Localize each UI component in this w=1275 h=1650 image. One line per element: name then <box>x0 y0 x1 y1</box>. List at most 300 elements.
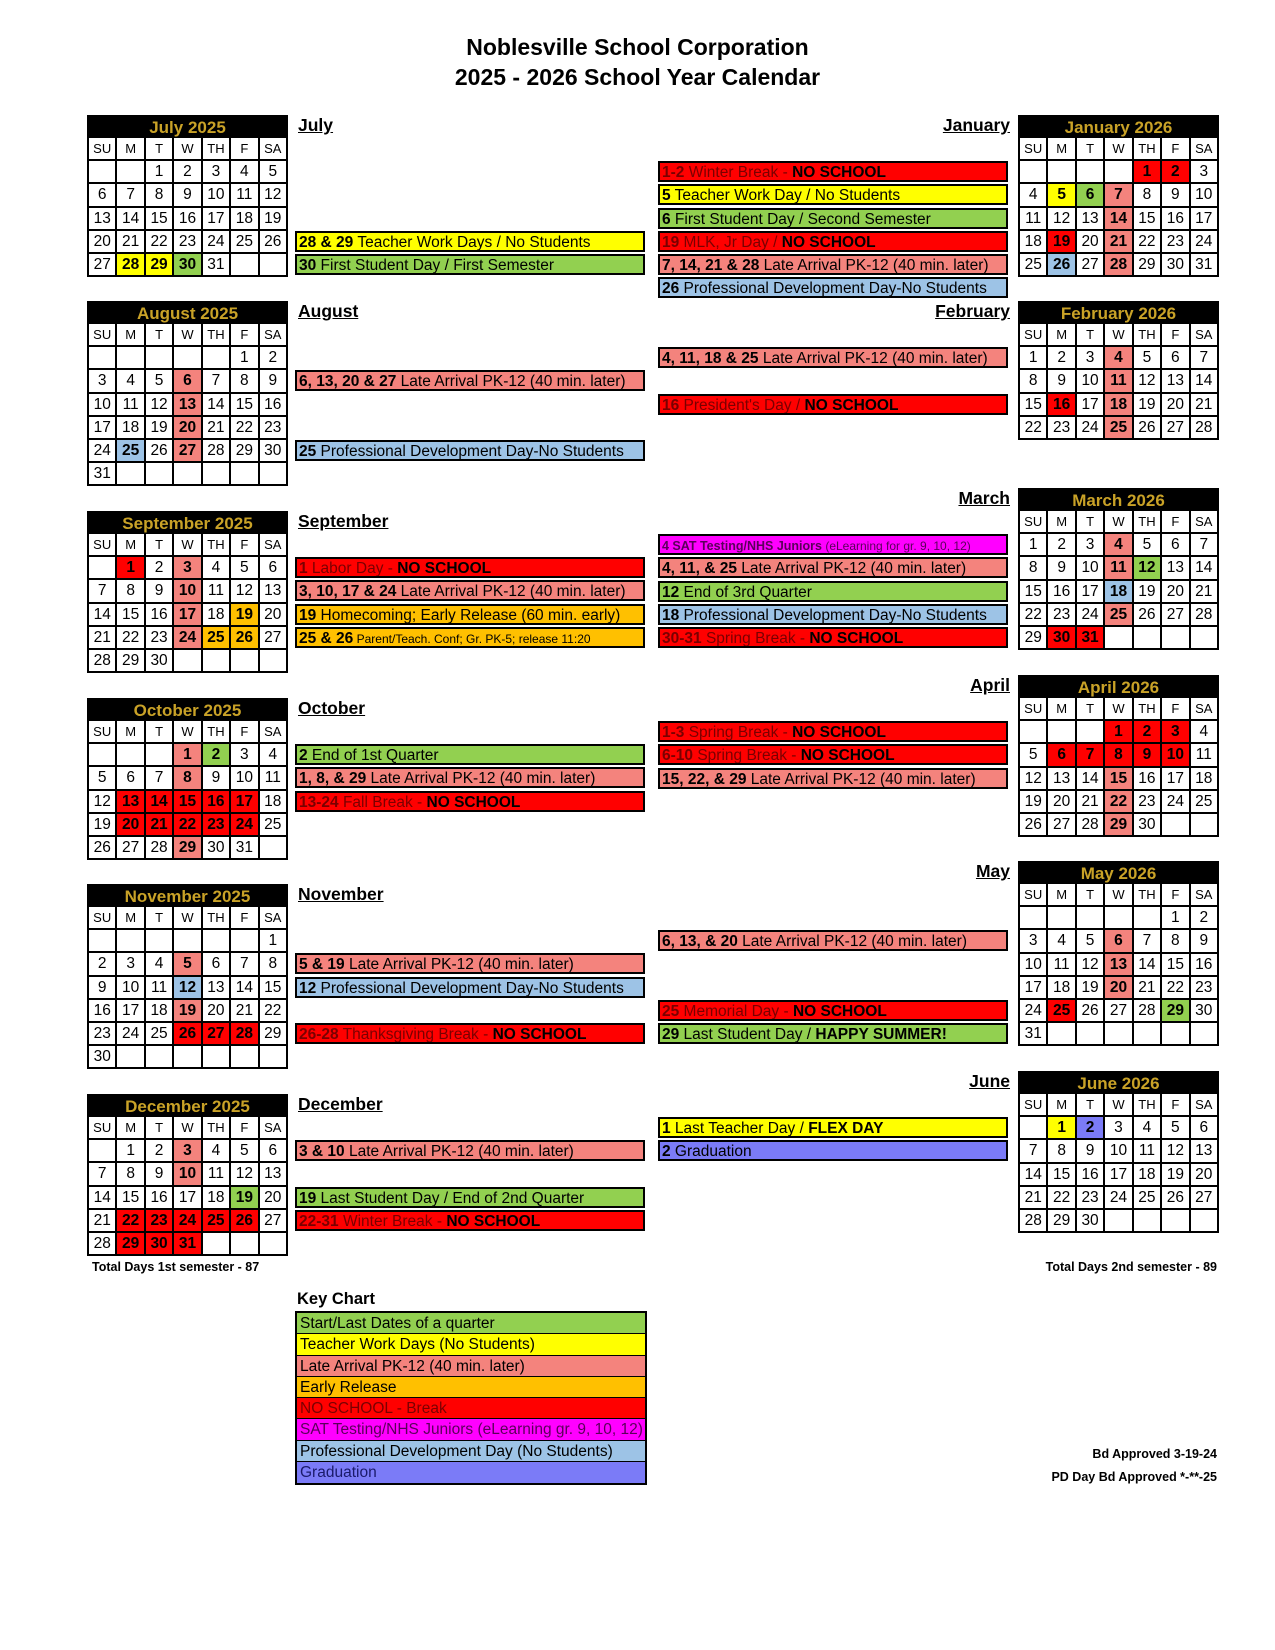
calendar-empty-cell <box>203 1046 229 1067</box>
calendar-day: 21 <box>1191 394 1217 415</box>
weekday-header: W <box>1105 511 1131 532</box>
calendar-day: 13 <box>1105 954 1131 975</box>
calendar-empty-cell <box>260 254 286 275</box>
calendar-empty-cell <box>1191 814 1217 835</box>
calendar-day: 16 <box>146 604 172 625</box>
calendar-aug <box>87 301 288 486</box>
event-description: Last Teacher Day / <box>670 1120 809 1138</box>
weekday-header: F <box>1162 698 1188 719</box>
calendar-day: 16 <box>1134 768 1160 789</box>
board-approved-note: Bd Approved 3-19-24 <box>1092 1447 1217 1461</box>
calendar-day: 9 <box>203 767 229 788</box>
weekday-header: T <box>1077 138 1103 159</box>
calendar-day: 27 <box>1191 1187 1217 1208</box>
calendar-day: 12 <box>260 184 286 205</box>
weekday-header: F <box>231 721 257 742</box>
calendar-empty-cell <box>1134 627 1160 648</box>
calendar-day: 20 <box>260 1187 286 1208</box>
calendar-day: 14 <box>1191 557 1217 578</box>
calendar-day: 22 <box>174 814 200 835</box>
weekday-header: T <box>1077 1094 1103 1115</box>
calendar-day: 3 <box>117 953 143 974</box>
calendar-month-header: July 2025 <box>89 117 286 138</box>
calendar-day: 10 <box>174 1163 200 1184</box>
calendar-day: 6 <box>1191 1117 1217 1138</box>
month-label-nov: November <box>298 884 384 904</box>
event-mar <box>658 557 1008 578</box>
calendar-day: 8 <box>260 953 286 974</box>
calendar-day: 1 <box>146 161 172 182</box>
event-dates: 1-2 <box>662 164 685 182</box>
calendar-jun <box>1018 1071 1219 1233</box>
calendar-day: 8 <box>1020 370 1046 391</box>
event-nov <box>295 977 645 998</box>
total-days-second-semester: Total Days 2nd semester - 89 <box>1045 1260 1217 1274</box>
calendar-day: 29 <box>231 440 257 461</box>
calendar-day: 21 <box>89 1210 115 1231</box>
calendar-empty-cell <box>146 930 172 951</box>
calendar-day: 25 <box>260 814 286 835</box>
calendar-empty-cell <box>260 837 286 858</box>
event-jun <box>658 1117 1008 1138</box>
calendar-day: 6 <box>1162 347 1188 368</box>
calendar-day: 26 <box>1134 604 1160 625</box>
calendar-day: 10 <box>1105 1140 1131 1161</box>
calendar-day: 17 <box>1020 977 1046 998</box>
pd-day-approved-note: PD Day Bd Approved *-**-25 <box>1051 1470 1217 1484</box>
calendar-empty-cell <box>203 650 229 671</box>
calendar-empty-cell <box>89 161 115 182</box>
month-label-jun: June <box>969 1071 1010 1091</box>
calendar-day: 21 <box>1020 1187 1046 1208</box>
calendar-jul <box>87 115 288 277</box>
calendar-empty-cell <box>231 650 257 671</box>
calendar-day: 23 <box>146 627 172 648</box>
calendar-empty-cell <box>1134 1023 1160 1044</box>
calendar-day: 11 <box>231 184 257 205</box>
calendar-day: 13 <box>260 1163 286 1184</box>
calendar-empty-cell <box>231 254 257 275</box>
calendar-empty-cell <box>203 1233 229 1254</box>
key-chart-item: SAT Testing/NHS Juniors (eLearning gr. 9, 10, 12) <box>297 1419 645 1440</box>
calendar-day: 18 <box>1134 1164 1160 1185</box>
calendar-empty-cell <box>203 930 229 951</box>
calendar-day: 20 <box>260 604 286 625</box>
weekday-header: T <box>1077 324 1103 345</box>
calendar-day: 31 <box>174 1233 200 1254</box>
calendar-day: 20 <box>203 1000 229 1021</box>
weekday-header: T <box>1077 884 1103 905</box>
calendar-day: 5 <box>89 767 115 788</box>
calendar-day: 30 <box>1048 627 1074 648</box>
calendar-day: 22 <box>260 1000 286 1021</box>
weekday-header: M <box>117 907 143 928</box>
calendar-day: 23 <box>89 1023 115 1044</box>
event-description: Late Arrival PK-12 (40 min. later) <box>736 560 967 578</box>
calendar-day: 19 <box>174 1000 200 1021</box>
calendar-empty-cell <box>1105 907 1131 928</box>
calendar-day: 29 <box>174 837 200 858</box>
calendar-day: 28 <box>1105 254 1131 275</box>
calendar-day: 4 <box>117 370 143 391</box>
calendar-day: 13 <box>260 580 286 601</box>
calendar-day: 11 <box>1105 557 1131 578</box>
event-mar <box>658 604 1008 625</box>
calendar-nov <box>87 884 288 1069</box>
calendar-mar <box>1018 488 1219 650</box>
calendar-day: 19 <box>1162 1164 1188 1185</box>
event-dates: 25 <box>662 1003 680 1020</box>
calendar-day: 6 <box>89 184 115 205</box>
event-may <box>658 1000 1008 1021</box>
calendar-empty-cell <box>1048 1023 1074 1044</box>
weekday-header: T <box>146 721 172 742</box>
event-apr <box>658 721 1008 742</box>
month-label-jan: January <box>942 115 1010 135</box>
event-description: Late Arrival PK-12 (40 min. later) <box>344 956 574 974</box>
calendar-day: 1 <box>260 930 286 951</box>
calendar-day: 26 <box>89 837 115 858</box>
calendar-month-header: September 2025 <box>89 513 286 534</box>
calendar-empty-cell <box>203 463 229 484</box>
calendar-day: 20 <box>174 417 200 438</box>
calendar-day: 29 <box>146 254 172 275</box>
event-oct <box>295 744 645 765</box>
event-nov <box>295 1023 645 1044</box>
event-dates: 7, 14, 21 & 28 <box>662 257 760 274</box>
calendar-day: 13 <box>1077 208 1103 229</box>
calendar-day: 7 <box>203 370 229 391</box>
calendar-day: 24 <box>117 1023 143 1044</box>
calendar-day: 14 <box>1020 1164 1046 1185</box>
event-description: Graduation <box>670 1143 752 1161</box>
calendar-month-header: December 2025 <box>89 1096 286 1117</box>
calendar-day: 10 <box>1077 370 1103 391</box>
weekday-header: M <box>117 534 143 555</box>
calendar-empty-cell <box>146 347 172 368</box>
calendar-empty-cell <box>1020 907 1046 928</box>
calendar-empty-cell <box>89 347 115 368</box>
calendar-day: 12 <box>1134 370 1160 391</box>
weekday-header: SA <box>260 721 286 742</box>
calendar-day: 20 <box>117 814 143 835</box>
weekday-header: W <box>1105 324 1131 345</box>
calendar-day: 27 <box>260 627 286 648</box>
weekday-header: TH <box>203 1117 229 1138</box>
calendar-day: 3 <box>174 1140 200 1161</box>
calendar-day: 29 <box>1020 627 1046 648</box>
calendar-day: 28 <box>1134 1000 1160 1021</box>
calendar-day: 9 <box>1162 184 1188 205</box>
key-chart-item: Late Arrival PK-12 (40 min. later) <box>297 1356 645 1377</box>
weekday-header: T <box>146 534 172 555</box>
calendar-day: 28 <box>231 1023 257 1044</box>
weekday-header: SA <box>1191 1094 1217 1115</box>
calendar-day: 2 <box>1134 721 1160 742</box>
event-apr <box>658 744 1008 765</box>
calendar-day: 7 <box>231 953 257 974</box>
calendar-empty-cell <box>1105 627 1131 648</box>
calendar-day: 28 <box>146 837 172 858</box>
calendar-day: 10 <box>1162 744 1188 765</box>
calendar-day: 1 <box>1048 1117 1074 1138</box>
calendar-day: 15 <box>117 604 143 625</box>
calendar-day: 10 <box>1020 954 1046 975</box>
calendar-day: 4 <box>1048 930 1074 951</box>
weekday-header: M <box>1048 884 1074 905</box>
calendar-day: 29 <box>1048 1210 1074 1231</box>
event-dates: 3 & 10 <box>299 1143 345 1161</box>
event-description: End of 3rd Quarter <box>679 583 812 601</box>
calendar-day: 1 <box>117 1140 143 1161</box>
calendar-day: 30 <box>1077 1210 1103 1231</box>
calendar-day: 20 <box>1105 977 1131 998</box>
calendar-day: 3 <box>1077 347 1103 368</box>
calendar-day: 19 <box>231 1187 257 1208</box>
calendar-empty-cell <box>1162 627 1188 648</box>
calendar-day: 12 <box>1020 768 1046 789</box>
calendar-dec <box>87 1094 288 1256</box>
calendar-day: 23 <box>1077 1187 1103 1208</box>
calendar-empty-cell <box>117 744 143 765</box>
page-subtitle: 2025 - 2026 School Year Calendar <box>454 64 821 90</box>
calendar-day: 6 <box>117 767 143 788</box>
event-dates: 1 <box>662 1120 671 1138</box>
event-dates: 13-24 <box>299 793 339 811</box>
event-dec <box>295 1187 645 1208</box>
calendar-day: 25 <box>1105 604 1131 625</box>
calendar-day: 20 <box>1162 581 1188 602</box>
calendar-day: 19 <box>1077 977 1103 998</box>
calendar-day: 3 <box>89 370 115 391</box>
calendar-day: 16 <box>203 791 229 812</box>
weekday-header: T <box>1077 511 1103 532</box>
event-mar <box>658 627 1008 648</box>
weekday-header: SA <box>1191 884 1217 905</box>
calendar-day: 7 <box>1191 534 1217 555</box>
calendar-day: 7 <box>1020 1140 1046 1161</box>
calendar-empty-cell <box>203 347 229 368</box>
calendar-day: 11 <box>203 1163 229 1184</box>
month-label-feb: February <box>935 301 1010 321</box>
calendar-day: 16 <box>1048 394 1074 415</box>
calendar-day: 13 <box>1191 1140 1217 1161</box>
calendar-day: 15 <box>1162 954 1188 975</box>
event-jan <box>658 161 1008 182</box>
event-jul <box>295 254 645 275</box>
key-chart-item: Teacher Work Days (No Students) <box>297 1334 645 1355</box>
calendar-day: 30 <box>1134 814 1160 835</box>
calendar-day: 25 <box>203 1210 229 1231</box>
calendar-day: 3 <box>1191 161 1217 182</box>
calendar-day: 7 <box>1134 930 1160 951</box>
weekday-header: SU <box>1020 1094 1046 1115</box>
calendar-day: 10 <box>1077 557 1103 578</box>
calendar-day: 15 <box>231 394 257 415</box>
event-description: Winter Break - <box>684 164 793 182</box>
calendar-day: 11 <box>1048 954 1074 975</box>
event-emphasis: NO SCHOOL <box>800 747 895 765</box>
weekday-header: M <box>1048 138 1074 159</box>
calendar-day: 12 <box>89 791 115 812</box>
calendar-day: 31 <box>231 837 257 858</box>
calendar-day: 12 <box>1134 557 1160 578</box>
event-description: Thanksgiving Break - <box>338 1026 493 1043</box>
calendar-day: 25 <box>1048 1000 1074 1021</box>
calendar-day: 26 <box>1162 1187 1188 1208</box>
calendar-day: 23 <box>1162 231 1188 252</box>
calendar-day: 25 <box>1020 254 1046 275</box>
event-dates: 18 <box>662 606 680 624</box>
calendar-day: 8 <box>1134 184 1160 205</box>
weekday-header: T <box>146 138 172 159</box>
calendar-day: 17 <box>117 1000 143 1021</box>
event-jan <box>658 254 1008 275</box>
calendar-month-header: November 2025 <box>89 886 286 907</box>
weekday-header: TH <box>203 534 229 555</box>
weekday-header: W <box>174 907 200 928</box>
calendar-day: 28 <box>1077 814 1103 835</box>
calendar-day: 8 <box>117 1163 143 1184</box>
weekday-header: W <box>174 1117 200 1138</box>
event-description: Late Arrival PK-12 (40 min. later) <box>758 350 988 368</box>
calendar-empty-cell <box>117 1046 143 1067</box>
calendar-day: 16 <box>1191 954 1217 975</box>
weekday-header: SU <box>1020 698 1046 719</box>
calendar-day: 5 <box>174 953 200 974</box>
calendar-day: 14 <box>1077 768 1103 789</box>
calendar-day: 7 <box>146 767 172 788</box>
event-dates: 19 <box>662 233 680 251</box>
calendar-empty-cell <box>1134 1210 1160 1231</box>
calendar-day: 28 <box>89 1233 115 1254</box>
calendar-day: 26 <box>260 231 286 252</box>
calendar-empty-cell <box>1105 161 1131 182</box>
calendar-day: 24 <box>1077 604 1103 625</box>
calendar-feb <box>1018 301 1219 440</box>
weekday-header: W <box>1105 884 1131 905</box>
calendar-day: 16 <box>1048 581 1074 602</box>
month-label-mar: March <box>958 488 1010 508</box>
month-label-may: May <box>975 861 1010 881</box>
weekday-header: T <box>146 907 172 928</box>
weekday-header: F <box>1162 884 1188 905</box>
calendar-day: 6 <box>1105 930 1131 951</box>
event-dates: 3, 10, 17 & 24 <box>299 583 397 601</box>
calendar-day: 12 <box>1077 954 1103 975</box>
calendar-day: 4 <box>1020 184 1046 205</box>
calendar-day: 17 <box>1191 208 1217 229</box>
calendar-day: 21 <box>1105 231 1131 252</box>
calendar-day: 2 <box>1048 347 1074 368</box>
calendar-empty-cell <box>1077 721 1103 742</box>
calendar-day: 23 <box>203 814 229 835</box>
weekday-header: F <box>1162 138 1188 159</box>
calendar-day: 30 <box>146 650 172 671</box>
calendar-empty-cell <box>1020 1117 1046 1138</box>
calendar-day: 22 <box>1020 604 1046 625</box>
event-description: Fall Break - <box>338 793 427 811</box>
calendar-empty-cell <box>1191 627 1217 648</box>
calendar-day: 14 <box>89 1187 115 1208</box>
calendar-day: 7 <box>1077 744 1103 765</box>
event-aug <box>295 440 645 461</box>
event-feb <box>658 347 1008 368</box>
calendar-day: 1 <box>174 744 200 765</box>
calendar-day: 27 <box>1162 604 1188 625</box>
calendar-day: 8 <box>1105 744 1131 765</box>
event-dates: 19 <box>299 606 317 624</box>
weekday-header: W <box>1105 138 1131 159</box>
calendar-empty-cell <box>174 930 200 951</box>
calendar-day: 6 <box>1162 534 1188 555</box>
event-sep <box>295 604 645 625</box>
calendar-day: 27 <box>1105 1000 1131 1021</box>
key-chart-item: NO SCHOOL - Break <box>297 1398 645 1419</box>
calendar-day: 31 <box>89 463 115 484</box>
calendar-day: 15 <box>117 1187 143 1208</box>
event-description: Professional Development Day-No Students <box>316 443 624 460</box>
weekday-header: SU <box>89 907 115 928</box>
calendar-day: 25 <box>231 231 257 252</box>
calendar-day: 14 <box>231 977 257 998</box>
calendar-day: 22 <box>1048 1187 1074 1208</box>
calendar-day: 7 <box>89 580 115 601</box>
calendar-day: 9 <box>1134 744 1160 765</box>
calendar-day: 14 <box>89 604 115 625</box>
event-sep <box>295 557 645 578</box>
calendar-day: 11 <box>1191 744 1217 765</box>
calendar-day: 11 <box>1134 1140 1160 1161</box>
event-dates: 15, 22, & 29 <box>662 770 747 788</box>
calendar-oct <box>87 698 288 860</box>
calendar-day: 17 <box>1077 394 1103 415</box>
calendar-day: 29 <box>117 1233 143 1254</box>
calendar-day: 25 <box>1134 1187 1160 1208</box>
event-emphasis: NO SCHOOL <box>446 1212 541 1230</box>
calendar-may <box>1018 861 1219 1046</box>
calendar-day: 3 <box>1020 930 1046 951</box>
calendar-day: 12 <box>174 977 200 998</box>
calendar-day: 10 <box>203 184 229 205</box>
calendar-day: 8 <box>231 370 257 391</box>
calendar-day: 8 <box>117 580 143 601</box>
calendar-day: 10 <box>89 394 115 415</box>
weekday-header: F <box>231 1117 257 1138</box>
calendar-day: 23 <box>174 231 200 252</box>
calendar-day: 22 <box>1134 231 1160 252</box>
calendar-empty-cell <box>1191 1210 1217 1231</box>
event-aug <box>295 370 645 391</box>
calendar-day: 5 <box>231 557 257 578</box>
month-label-dec: December <box>298 1094 383 1114</box>
calendar-day: 27 <box>260 1210 286 1231</box>
event-dates: 5 <box>662 187 671 205</box>
weekday-header: TH <box>1134 324 1160 345</box>
weekday-header: M <box>117 1117 143 1138</box>
calendar-day: 8 <box>146 184 172 205</box>
calendar-day: 4 <box>203 1140 229 1161</box>
weekday-header: SU <box>89 1117 115 1138</box>
weekday-header: SU <box>1020 884 1046 905</box>
weekday-header: M <box>1048 511 1074 532</box>
event-emphasis: NO SCHOOL <box>492 1026 587 1043</box>
calendar-day: 17 <box>231 791 257 812</box>
calendar-day: 23 <box>1134 791 1160 812</box>
total-days-first-semester: Total Days 1st semester - 87 <box>92 1260 260 1274</box>
event-description: Late Arrival PK-12 (40 min. later) <box>396 373 626 391</box>
calendar-empty-cell <box>1105 1023 1131 1044</box>
